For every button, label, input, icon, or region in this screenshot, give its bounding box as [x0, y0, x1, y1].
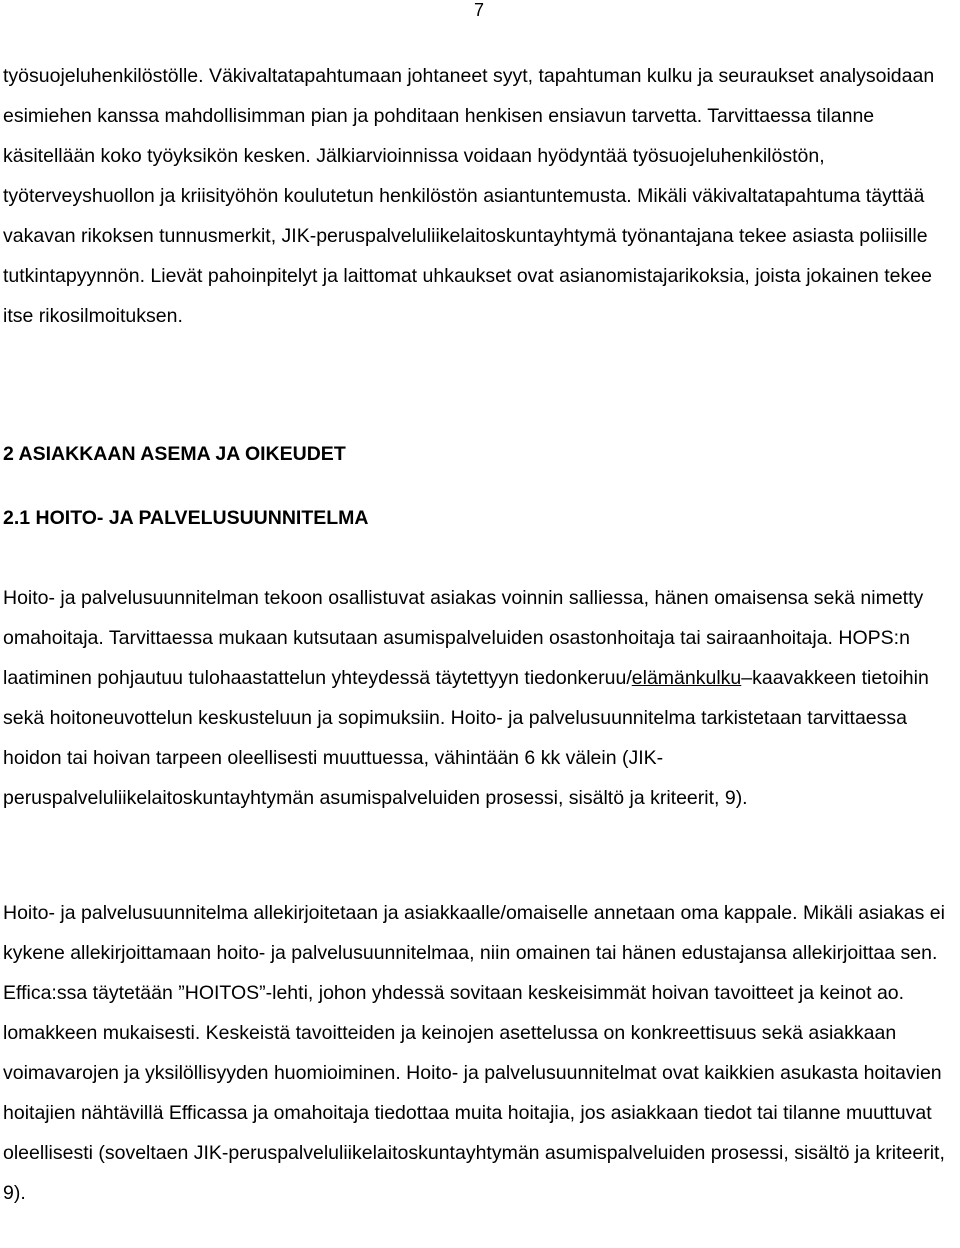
subsection-heading: 2.1 HOITO- JA PALVELUSUUNNITELMA: [3, 507, 369, 529]
paragraph-text-part: Hoito- ja palvelusuunnitelman tekoon osallistuvat asiakas voinnin salliessa, hänen omaisensa sekä nimetty omahoitaja. Tarvittaessa mukaan kutsutaan asumispalveluiden osastonhoitaja tai sairaanhoitaja. HOPS:n laatiminen pohjautuu tulohaastattelun yhteydessä täytettyyn tiedonkeruu/: [3, 587, 924, 689]
intro-paragraph: työsuojeluhenkilöstölle. Väkivaltatapahtumaan johtaneet syyt, tapahtuman kulku ja seuraukset analysoidaan esimiehen kanssa mahdollisimman pian ja pohditaan henkisen ensiavun tarvetta. Tarvittaessa tilanne käsitellään koko työyksikön kesken. Jälkiarvioinnissa voidaan hyödyntää työsuojeluhenkilöstön, työterveyshuollon ja kriisityöhön koulutetun henkilöstön asiantuntemusta. Mikäli väkivaltatapahtuma täyttää vakavan rikoksen tunnusmerkit, JIK-peruspalveluliikelaitoskuntayhtymä työnantajana tekee asiasta poliisille tutkintapyynnön. Lievät pahoinpitelyt ja laittomat uhkaukset ovat asianomistajarikoksia, joista jokainen tekee itse rikosilmoituksen.: [3, 65, 935, 327]
paragraph-hops-participants: [3, 578, 960, 818]
paragraph-signing: Hoito- ja palvelusuunnitelma allekirjoitetaan ja asiakkaalle/omaiselle annetaan oma kappale. Mikäli asiakas ei kykene allekirjoittamaan hoito- ja palvelusuunnitelmaa, niin omainen tai hänen edustajansa allekirjoittaa sen. Effica:ssa täytetään ”HOITOS”-lehti, johon yhdessä sovitaan keskeisimmät hoivan tavoitteet ja keinot ao. lomakkeen mukaisesti. Keskeistä tavoitteiden ja keinojen asettelussa on konkreettisuus sekä asiakkaan voimavarojen ja yksilöllisyyden huomioiminen. Hoito- ja palvelusuunnitelmat ovat kaikkien asukasta hoitavien hoitajien nähtävillä Efficassa ja omahoitaja tiedottaa muita hoitajia, jos asiakkaan tiedot tai tilanne muuttuvat oleellisesti (soveltaen JIK-peruspalveluliikelaitoskuntayhtymän asumispalveluiden prosessi, sisältö ja kriteerit, 9).: [3, 902, 945, 1204]
underlined-term: elämänkulku: [631, 667, 742, 689]
page-number: 7: [474, 0, 485, 20]
paragraph-text-part: –kaavakkeen tietoihin sekä hoitoneuvottelun keskusteluun ja sopimuksiin. Hoito- ja palvelusuunnitelma tarkistetaan tarvittaessa hoidon tai hoivan tarpeen oleellisesti muuttuessa, vähintään 6 kk välein (JIK-peruspalveluliikelaitoskuntayhtymän asumispalveluiden prosessi, sisältö ja kriteerit, 9).: [3, 667, 929, 809]
section-heading: 2 ASIAKKAAN ASEMA JA OIKEUDET: [3, 443, 346, 465]
